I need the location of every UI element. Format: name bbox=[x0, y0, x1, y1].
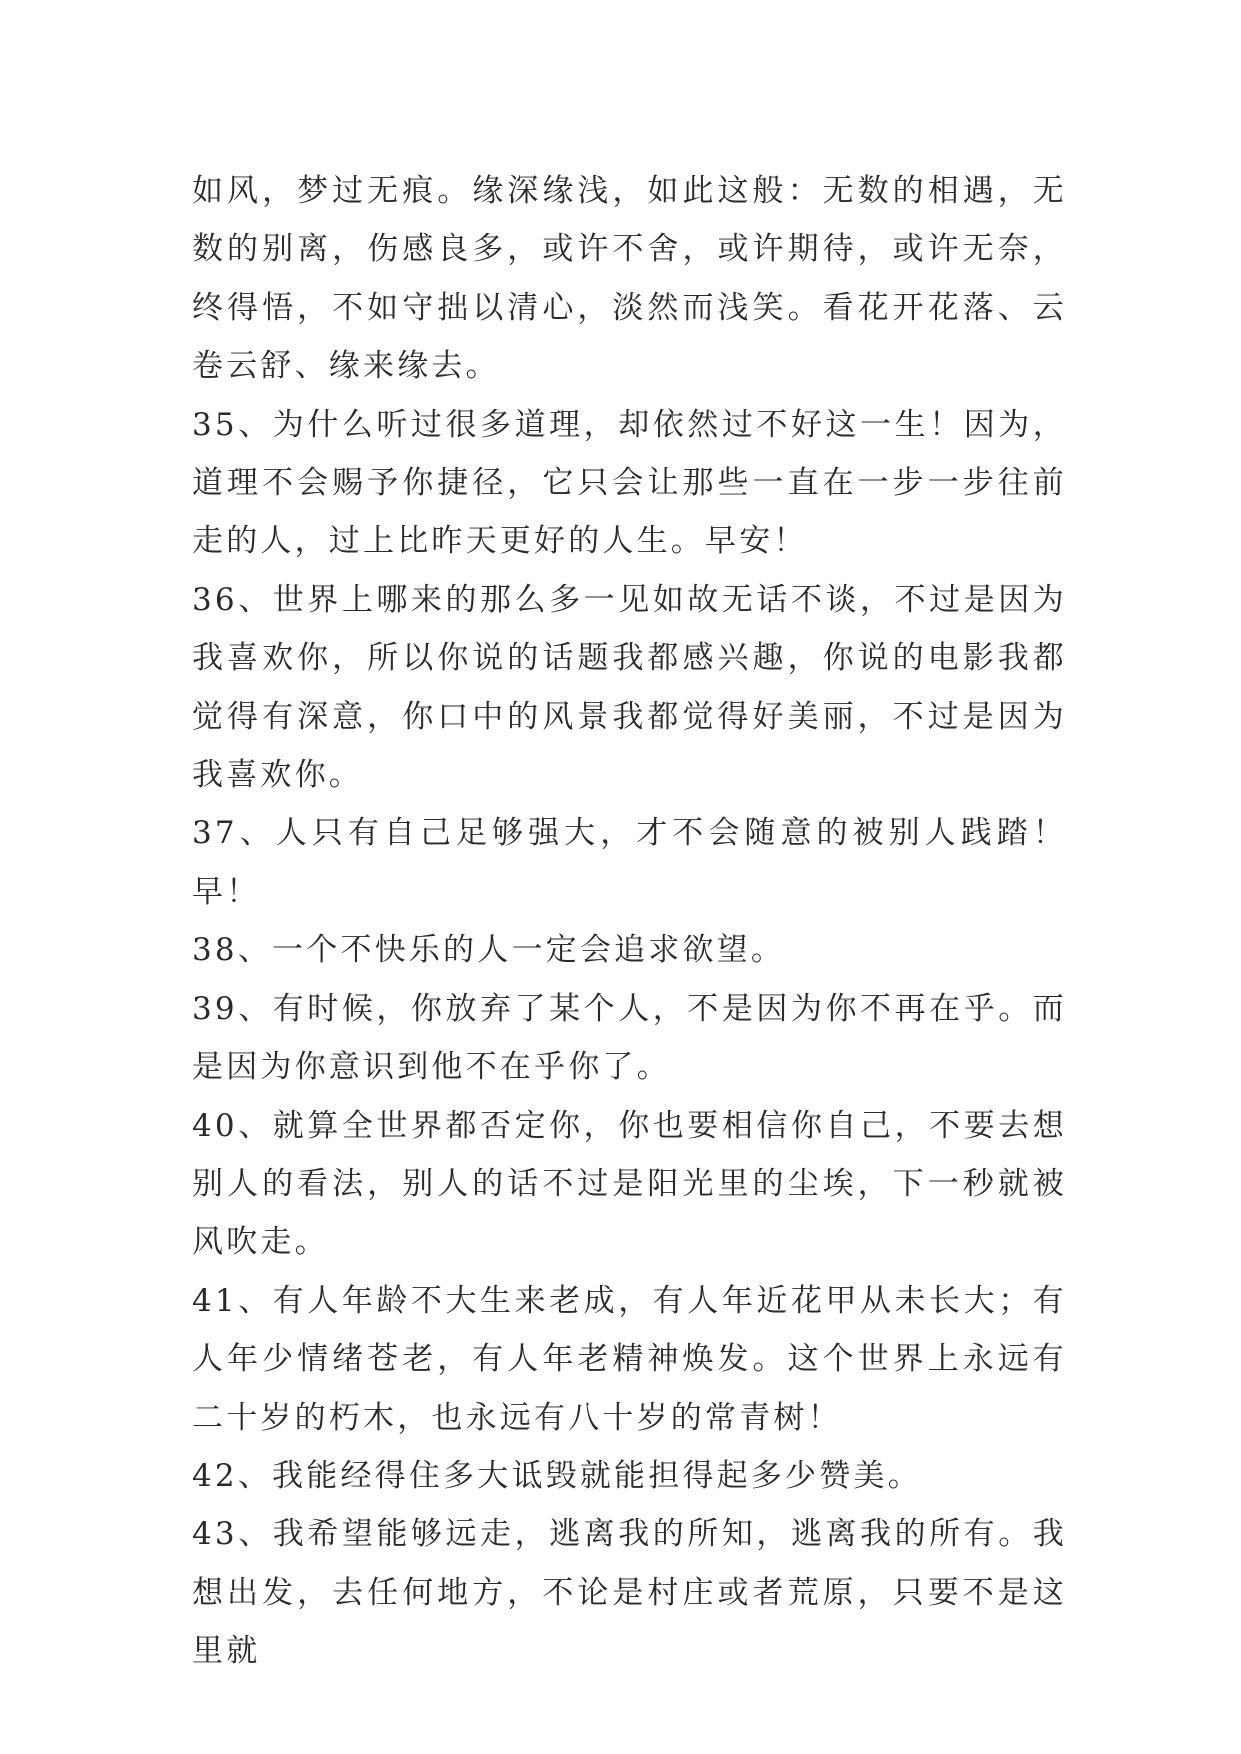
paragraph-40: 40、就算全世界都否定你，你也要相信你自己，不要去想别人的看法，别人的话不过是阳光里的尘埃，下一秒就被风吹走。 bbox=[192, 1107, 1067, 1261]
paragraph-continuation: 如风，梦过无痕。缘深缘浅，如此这般：无数的相遇，无数的别离，伤感良多，或许不舍，或许期待，或许无奈， 终得悟，不如守拙以清心，淡然而浅笑。看花开花落、云卷云舒、缘来缘去。 bbox=[192, 173, 1067, 385]
body-text bbox=[192, 162, 1067, 1681]
paragraph-42: 42、我能经得住多大诋毁就能担得起多少赞美。 bbox=[192, 1457, 922, 1494]
paragraph-41: 41、有人年龄不大生来老成，有人年近花甲从未长大；有人年少情绪苍老，有人年老精神焕发。这个世界上永远有二十岁的朽木，也永远有八十岁的常青树！ bbox=[192, 1282, 1067, 1436]
paragraph-36: 36、世界上哪来的那么多一见如故无话不谈，不过是因为我喜欢你，所以你说的话题我都感兴趣，你说的电影我都觉得有深意，你口中的风景我都觉得好美丽，不过是因为我喜欢你。 bbox=[192, 581, 1067, 794]
paragraph-43: 43、我希望能够远走，逃离我的所知，逃离我的所有。我想出发，去任何地方，不论是村庄或者荒原，只要不是这里就 bbox=[192, 1516, 1067, 1670]
paragraph-35: 35、为什么听过很多道理，却依然过不好这一生！因为，道理不会赐予你捷径，它只会让那些一直在一步一步往前走的人，过上比昨天更好的人生。早安！ bbox=[192, 406, 1067, 560]
paragraph-37: 37、人只有自己足够强大，才不会随意的被别人践踏！早！ bbox=[192, 815, 1067, 910]
paragraph-39: 39、有时候，你放弃了某个人，不是因为你不再在乎。而是因为你意识到他不在乎你了。 bbox=[192, 990, 1067, 1086]
paragraph-38: 38、一个不快乐的人一定会追求欲望。 bbox=[192, 932, 786, 969]
